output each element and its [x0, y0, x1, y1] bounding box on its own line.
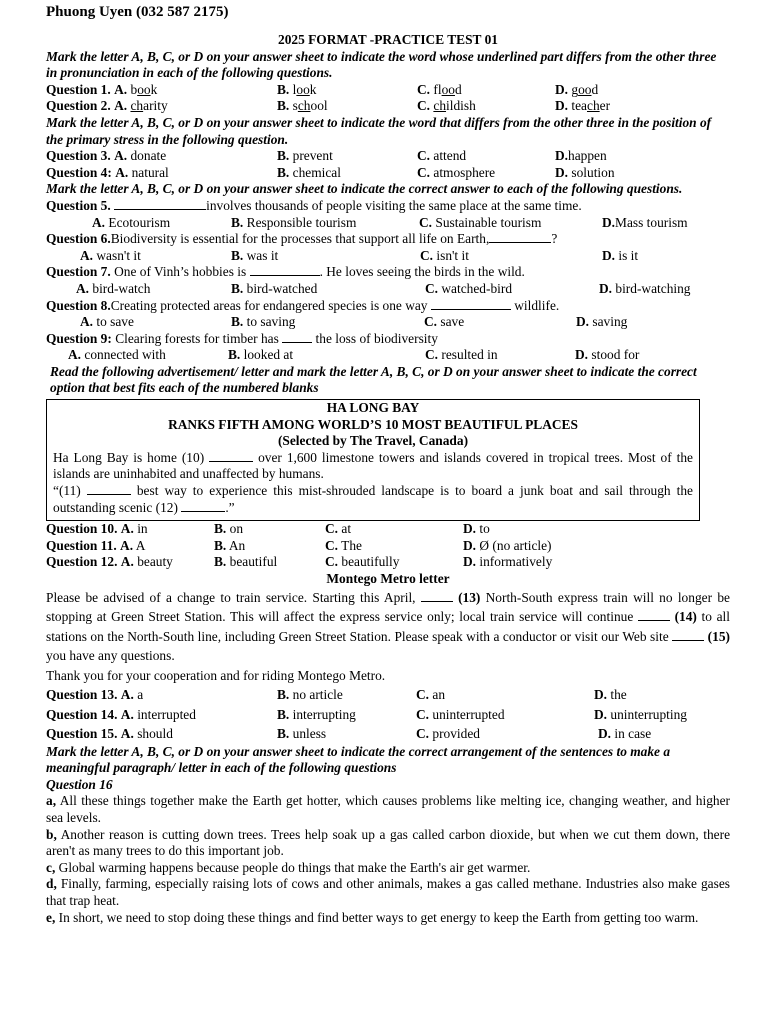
q8-option-d: saving — [592, 314, 628, 330]
question-9-options: A. connected with B. looked at C. resulted in D. stood for — [68, 347, 640, 363]
question-15: Question 15. A. should B. unless C. provided D. in case — [46, 726, 652, 742]
q9-option-d: stood for — [591, 347, 640, 363]
q2-option-d: teacher — [571, 98, 611, 114]
q5-option-a: Ecotourism — [108, 214, 171, 230]
letter-title: Montego Metro letter — [326, 571, 450, 586]
q9-option-c: resulted in — [441, 347, 498, 363]
question-7-stem: Question 7. One of Vinh’s hobbies is . He loves seeing the birds in the wild. — [46, 264, 525, 280]
q5-option-c: Sustainable tourism — [435, 214, 542, 230]
question-2: Question 2. A. charity B. school C. childish D. teacher — [46, 98, 611, 114]
question-3: Question 3. A. donate B. prevent C. attend D.happen — [46, 148, 607, 164]
q8-option-a: to save — [96, 314, 134, 330]
question-7-options: A. bird-watch B. bird-watched C. watched-bird D. bird-watching — [76, 280, 691, 296]
author-header: Phuong Uyen (032 587 2175) — [46, 4, 229, 20]
question-12: Question 12. A. beauty B. beautiful C. beautifully D. informatively — [46, 554, 553, 570]
q1-option-c: flood — [433, 81, 462, 97]
q7-option-c: watched-bird — [441, 280, 513, 296]
ad-paragraph-1: Ha Long Bay is home (10) over 1,600 limestone towers and islands covered in tropical trees. Most of the islands are uninhabited and unaffected by humans. — [53, 449, 693, 482]
ad-subtitle: RANKS FIFTH AMONG WORLD’S 10 MOST BEAUTIFUL PLACES — [168, 416, 578, 432]
q8-option-c: save — [440, 314, 465, 330]
q1-option-d: good — [571, 81, 599, 97]
q4-option-c: atmosphere — [433, 164, 496, 180]
advertisement-box — [46, 399, 700, 521]
q5-option-d: Mass tourism — [615, 214, 688, 230]
q6-option-c: isn't it — [436, 247, 469, 263]
letter-thanks: Thank you for your cooperation and for riding Montego Metro. — [46, 667, 386, 683]
q16-sentence-b: b, Another reason is cutting down trees. Trees help soak up a gas called carbon dioxide, but when we cut them down, there aren't as many trees to do this important job. — [46, 826, 731, 859]
question-16-label: Question 16 — [46, 776, 113, 792]
question-4: Question 4: A. natural B. chemical C. atmosphere D. solution — [46, 164, 615, 180]
question-8-stem: Question 8.Creating protected areas for endangered species is one way wildlife. — [46, 297, 560, 313]
q3-option-b: prevent — [292, 148, 333, 164]
q4-option-d: solution — [571, 164, 615, 180]
q2-option-c: childish — [433, 98, 476, 114]
q7-option-b: bird-watched — [246, 280, 318, 296]
q7-option-a: bird-watch — [92, 280, 151, 296]
q16-sentence-e: e, In short, we need to stop doing these things and find better ways to get energy to keep the Earth from getting too warm. — [46, 909, 699, 925]
q5-option-b: Responsible tourism — [246, 214, 357, 230]
instruction-arrangement: Mark the letter A, B, C, or D on your answer sheet to indicate the correct arrangement of the sentences to make a meaningful paragraph/ letter in each of the following questions — [46, 743, 671, 776]
instruction-correct-answer: Mark the letter A, B, C, or D on your answer sheet to indicate the correct answer to each of the following questions. — [46, 181, 683, 197]
question-1: Question 1. A. book B. look C. flood D. good — [46, 81, 599, 97]
q6-option-b: was it — [246, 247, 279, 263]
ad-paragraph-2: “(11) best way to experience this mist-shrouded landscape is to board a junk boat and sail through the outstanding scenic (12) .” — [53, 483, 693, 515]
question-14: Question 14. A. interrupted B. interrupting C. uninterrupted D. uninterrupting — [46, 706, 688, 722]
instruction-stress: Mark the letter A, B, C, or D on your answer sheet to indicate the word that differs from the other three in the position of the primary stress in the following question. — [46, 114, 712, 147]
q7-option-d: bird-watching — [615, 280, 691, 296]
q3-option-a: donate — [130, 148, 167, 164]
q4-option-a: natural — [131, 164, 169, 180]
question-6-stem: Question 6.Biodiversity is essential for the processes that support all life on Earth, ? — [46, 231, 558, 247]
q1-option-a: book — [130, 81, 158, 97]
q8-option-b: to saving — [246, 314, 296, 330]
q9-option-b: looked at — [243, 347, 294, 363]
instruction-reading: Read the following advertisement/ letter and mark the letter A, B, C, or D on your answer sheet to indicate the correct option that best fits each of the numbered blanks — [50, 363, 697, 396]
q4-option-b: chemical — [292, 164, 341, 180]
q9-option-a: connected with — [84, 347, 166, 363]
question-5-stem: Question 5. involves thousands of people visiting the same place at the same time. — [46, 197, 582, 213]
q16-sentence-d: d, Finally, farming, especially raising lots of cows and other animals, makes a gas called methane. Industries also make gases that trap heat. — [46, 876, 730, 908]
question-11: Question 11. A. A B. An C. The D. Ø (no article) — [46, 537, 552, 553]
q3-option-c: attend — [433, 148, 467, 164]
question-13: Question 13. A. a B. no article C. an D. the — [46, 687, 627, 703]
q2-option-a: charity — [130, 98, 168, 114]
letter-body: Please be advised of a change to train service. Starting this April, (13) North-South express train will no longer be stopping at Green Street Station. This will affect the express service only; local train service will continue (14) to all stations on the North-South line, including Green Street Station. Please speak with a conductor or visit our Web site (15) you have any questions. — [46, 589, 730, 664]
instruction-pronunciation: Mark the letter A, B, C, or D on your answer sheet to indicate the word whose underlined part differs from the other three in pronunciation in each of the following questions. — [46, 48, 717, 81]
q2-option-b: school — [292, 98, 328, 114]
test-title: 2025 FORMAT -PRACTICE TEST 01 — [278, 32, 498, 47]
q6-option-d: is it — [618, 247, 639, 263]
question-8-options: A. to save B. to saving C. save D. saving — [80, 314, 628, 330]
question-5-options: A. Ecotourism B. Responsible tourism C. Sustainable tourism D.Mass tourism — [92, 214, 688, 230]
question-9-stem: Question 9: Clearing forests for timber has the loss of biodiversity — [46, 330, 438, 346]
q16-sentence-a: a, All these things together make the Earth get hotter, which causes problems like melting ice, changing weather, and higher sea levels. — [46, 793, 730, 825]
ad-title: HA LONG BAY — [326, 400, 420, 416]
q16-sentence-c: c, Global warming happens because people do things that make the Earth's air get warmer. — [46, 859, 531, 875]
q1-option-b: look — [292, 81, 317, 97]
ad-source: (Selected by The Travel, Canada) — [277, 433, 469, 449]
question-6-options: A. wasn't it B. was it C. isn't it D. is it — [80, 247, 639, 263]
q6-option-a: wasn't it — [96, 247, 141, 263]
q3-option-d: happen — [568, 148, 607, 164]
question-10: Question 10. A. in B. on C. at D. to — [46, 521, 490, 537]
